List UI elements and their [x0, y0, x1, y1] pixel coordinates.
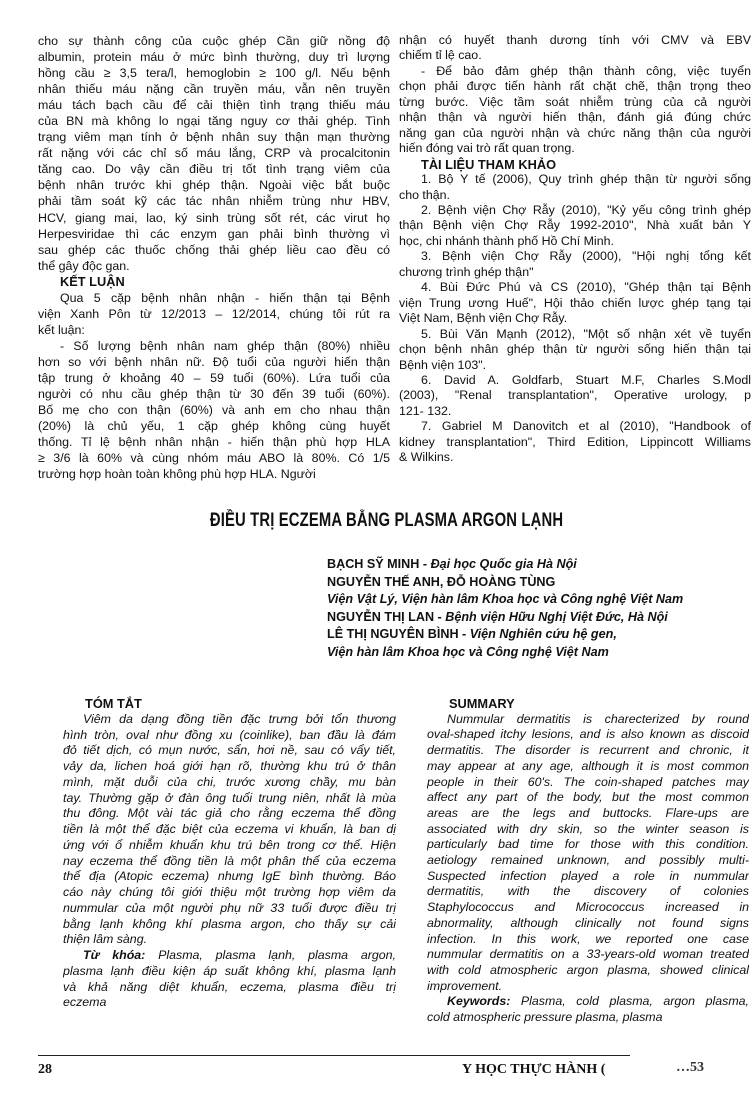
keywords-text: Plasma, plasma lạnh, plasma argon, — [145, 948, 396, 962]
text-line: tập trung ở khoảng 40 – 59 tuổi (60%). Lứa tuổi của — [38, 370, 390, 385]
article-title — [0, 510, 754, 532]
text-line: phải tầm soát kỹ các tác nhân nhiễm trùng như HBV, — [38, 194, 390, 209]
text-line: dermatitis, with the discovery of colonies — [427, 884, 749, 899]
text-line: thể địa (Atopic eczema) nhưng IgE bình thường. Báo — [63, 869, 396, 884]
journal-name: Y HỌC THỰC HÀNH ( — [462, 1062, 606, 1077]
text-line: hình tròn, oval như đồng xu (coinlike), ban đầu là đám — [63, 727, 396, 742]
text-line: Nummular dermatitis is charecterized by round — [447, 711, 749, 726]
text-line: HCV, giang mai, lao, ký sinh trùng sốt rét, các virut họ — [38, 210, 390, 225]
text-line: thiện lâm sàng. — [63, 932, 148, 947]
text-line: Bệnh viện 103". — [399, 357, 487, 372]
text-line: viện Xanh Pôn từ 12/2013 – 12/2014, chúng tôi rút ra — [38, 306, 390, 321]
author-line — [327, 644, 683, 662]
text-line: bằng lạnh không khí plasma argon, cho thấy sự cải — [63, 916, 396, 931]
text-line: hồng cầu ≥ 3,5 tera/l, hemoglobin ≥ 100 g/l. Nếu bệnh — [38, 66, 390, 81]
text-line: kidney transplantation", Third Edition, Lippincott Williams — [399, 434, 751, 449]
text-line: 2. Bệnh viện Chợ Rẫy (2010), "Kỷ yếu công trình ghép — [421, 202, 751, 217]
text-line: nay eczema thể đồng tiền là một phân thể của eczema — [63, 853, 396, 868]
text-line: bệnh nhân trước khi ghép thận. Ngoài việc bắt buộc — [38, 178, 390, 193]
author-list — [327, 556, 683, 662]
author-affiliation: Viện Nghiên cứu hệ gen, — [469, 627, 617, 642]
journal-issue: …53 — [676, 1060, 704, 1075]
keywords-label: Từ khóa: — [83, 948, 146, 962]
text-line: Suspected infection played a role in nummular — [427, 868, 749, 883]
text-line: 1. Bộ Y tế (2006), Quy trình ghép thận từ người sống — [421, 172, 751, 187]
text-line: tiền là một thể đặc biệt của eczema vi khuẩn, là ban dị — [63, 822, 396, 836]
author-name: BẠCH SỸ MINH — [327, 557, 420, 571]
text-line: tăng cao. Do vậy cần điều trị tốt tình trạng viêm của — [38, 162, 390, 177]
text-line: hiến đóng vai trò rất quan trọng. — [399, 141, 575, 156]
text-line: hơn so với bệnh nhân nữ. Độ tuổi của người hiến thận — [38, 354, 390, 369]
author-line — [327, 591, 683, 609]
text-line: associated with dry skin, so the winter season is — [427, 821, 749, 836]
text-line: (2003), "Renal transplantation", Operative urology, p — [399, 388, 751, 403]
text-line: oval-shaped itchy lesions, and is also known as discoid — [427, 727, 749, 742]
section-heading: TÓM TẮT — [85, 696, 142, 711]
text-line: nummular dermatitis on a 33-years-old woman treated — [427, 947, 749, 962]
text-line — [63, 948, 396, 964]
text-line: kết luận: — [38, 322, 85, 337]
text-line: Herpesviridae thì các enzym gan phải bình thường vì — [38, 226, 390, 241]
text-line: 7. Gabriel M Danovitch et al (2010), "Handbook of — [421, 419, 751, 434]
text-line: cho sự thành công của cuộc ghép Cần giữ nồng độ — [38, 34, 390, 48]
text-line: thể gây độc gan. — [38, 258, 130, 273]
text-line: affect any part of the body, but the most common — [427, 790, 749, 805]
text-line: đỏ tiết dịch, có mụn nước, sẩn, hơi nề, sau có vẩy tiết, — [63, 743, 396, 758]
text-line: cho thận. — [399, 187, 450, 202]
text-line: thận Bệnh viện Chợ Rẫy 1992-2010", Nhà xuất bản Y — [399, 218, 751, 233]
text-line: sau ghép các thuốc chống thải ghép liều cao đều có — [38, 242, 390, 257]
text-line: viện Trung ương Huế", Hội thảo chiến lược ghép tạng tại — [399, 295, 751, 310]
text-line: Bố mẹ cho con thận (60%) và anh em cho nhau thận — [38, 403, 390, 418]
section-heading: SUMMARY — [449, 696, 515, 711]
text-line: năng gan của người nhận và chức năng thận của người — [399, 125, 751, 140]
text-line: cold atmospheric pressure plasma, plasma — [427, 1010, 663, 1025]
abstract-vietnamese — [63, 696, 396, 1011]
page-number: 28 — [38, 1062, 52, 1077]
text-line: thu đông. Một vài tác giả cho rằng eczema thể đồng — [63, 806, 396, 821]
text-line: nummular của một người phụ nữ 33 tuổi được điều trị — [63, 900, 396, 915]
text-line: rất nặng với các chỉ số máu lắng, CRP và procalcitonin — [38, 146, 390, 161]
text-line: & Wilkins. — [399, 450, 454, 465]
text-line: nhân thiếu máu nặng cần truyền máu, vẫn nên truyền — [38, 82, 390, 97]
text-line: eczema — [63, 995, 107, 1010]
author-affiliation: Đại học Quốc gia Hà Nội — [430, 557, 577, 571]
author-separator: - — [434, 609, 446, 624]
keywords-label: Keywords: — [447, 994, 511, 1009]
text-line: của BN mà không lo ngại tăng nguy cơ thải ghép. Tình — [38, 114, 390, 129]
text-line: albumin, protein máu ở mức bình thường, duy trì lượng — [38, 50, 390, 65]
author-line — [327, 574, 683, 592]
text-line: dermatitis. The disorder is recurrent and chronic, it — [427, 743, 749, 758]
text-line: học, chi nhánh thành phố Hồ Chí Minh. — [399, 233, 614, 248]
text-line: - Để bảo đảm ghép thận thành công, việc tuyển — [421, 63, 751, 78]
right-column-references — [399, 33, 751, 466]
text-line: - Số lượng bệnh nhân nam ghép thận (80%) nhiều — [60, 338, 390, 353]
text-line: người có nhu cầu ghép thận từ 30 đến 39 tuổi (60%). — [38, 387, 390, 402]
left-column-continuation — [38, 33, 390, 482]
text-line: Qua 5 cặp bệnh nhân nhận - hiến thận tại Bệnh — [60, 290, 390, 305]
text-line: areas are the legs and buttocks. Flare-ups are — [427, 805, 749, 820]
author-name: LÊ THỊ NGUYÊN BÌNH — [327, 627, 459, 642]
text-line: mình, mặt duỗi của chi, trước xương chầy, mu bàn — [63, 774, 396, 789]
author-separator: - — [419, 557, 431, 571]
author-affiliation: Bệnh viện Hữu Nghị Việt Đức, Hà Nội — [445, 609, 668, 624]
text-line: 121- 132. — [399, 403, 452, 418]
text-line: chọn bệnh nhân ghép thận từ người sống hiến thận tại — [399, 342, 751, 357]
text-line: 3. Bệnh viện Chợ Rẫy (2000), "Hội nghị tổng kết — [421, 249, 751, 264]
text-line: Việt Nam, Bệnh viện Chợ Rẫy. — [399, 311, 568, 326]
text-line: và khả năng diệt khuẩn, eczema, plasma điều trị — [63, 979, 396, 994]
text-line: trường hợp hoàn toàn không phù hợp HLA. Người — [38, 467, 316, 482]
author-affiliation: Viện Vật Lý, Viện hàn lâm Khoa học và Công nghệ Việt Nam — [327, 592, 684, 607]
text-line: nhận thận và người hiến thận, đánh giá đúng chức — [399, 110, 751, 125]
text-line: 6. David A. Goldfarb, Stuart M.F, Charles S.Modl — [421, 372, 751, 387]
text-line: vảy da, lichen hoá giới hạn rõ, thường khu trú ở thân — [63, 759, 396, 773]
text-line: máu tách bạch cầu để cải thiện tình trạng thiếu máu — [38, 98, 390, 113]
text-line — [427, 994, 749, 1010]
author-line — [327, 626, 683, 644]
keywords-text: Plasma, cold plasma, argon plasma, — [510, 994, 749, 1009]
text-line: 4. Bùi Đức Phú và CS (2010), "Ghép thận tại Bệnh — [421, 280, 751, 295]
text-line: (20%) là chủ yếu, 1 cặp ghép không cùng huyết — [38, 419, 390, 434]
author-separator: - — [458, 627, 470, 642]
author-affiliation: Viện hàn lâm Khoa học và Công nghệ Việt Nam — [327, 644, 609, 659]
text-line: ứng với ổ nhiễm khuẩn khu trú bên trong cơ thể. Hiện — [63, 837, 396, 852]
article-title-text: ĐIỀU TRỊ ECZEMA BẰNG PLASMA ARGON LẠNH — [210, 510, 564, 531]
author-line — [327, 609, 683, 627]
text-line: thống. Tỉ lệ bệnh nhân nhận - hiến thận phù hợp HLA — [38, 435, 390, 450]
text-line: with cold atmospheric argon plasma, showed clinical — [427, 962, 749, 977]
text-line: Staphylococcus and Micrococcus increased in — [427, 900, 749, 915]
text-line: Viêm da dạng đồng tiền đặc trưng bởi tổn thương — [83, 711, 396, 726]
text-line: chương trình ghép thận" — [399, 264, 534, 279]
text-line: plasma lạnh điều kiện áp suất không khí, plasma lạnh — [63, 963, 396, 978]
section-heading: KẾT LUẬN — [60, 273, 125, 289]
text-line: trạng viêm mạn tính ở bệnh nhân suy thận mạn thường — [38, 130, 390, 145]
text-line: people in their 60's. The coin-shaped patches may — [427, 774, 749, 789]
text-line: particularly bad time for those with this condition. — [427, 837, 749, 852]
author-line — [327, 556, 683, 574]
text-line: improvement. — [427, 978, 503, 993]
text-line: may appear at any age, although it is most common — [427, 758, 749, 773]
text-line: cáo này chúng tôi giới thiệu một trường hợp viêm da — [63, 885, 396, 899]
text-line: infection. In this work, we reported one case — [427, 931, 749, 946]
text-line: ≥ 3/6 là 60% và cùng nhóm máu ABO là 80%. Có 1/5 — [38, 451, 390, 466]
abstract-english — [427, 696, 749, 1026]
text-line: abnormality, although clinically not found signs — [427, 915, 749, 930]
footer-divider — [38, 1055, 630, 1056]
text-line: chọn phải được tiến hành rất chặt chẽ, thận trọng theo — [399, 79, 751, 94]
author-name: NGUYỄN THẾ ANH, ĐỖ HOÀNG TÙNG — [327, 574, 556, 589]
section-heading: TÀI LIỆU THAM KHẢO — [421, 156, 557, 172]
text-line: chiếm tỉ lệ cao. — [399, 48, 482, 63]
text-line: từng bước. Việc tầm soát nhiễm trùng của cả người — [399, 94, 751, 109]
author-name: NGUYỄN THỊ LAN — [327, 609, 435, 624]
text-line: 5. Bùi Văn Mạnh (2012), "Một số nhận xét về tuyển — [421, 326, 751, 341]
text-line: aetiology remained unknown, and possibly multi- — [427, 853, 749, 868]
text-line: nhận có huyết thanh dương tính với CMV và EBV — [399, 33, 751, 47]
text-line: tay. Thường gặp ở đàn ông tuổi trung niên, nhất là mùa — [63, 790, 396, 805]
